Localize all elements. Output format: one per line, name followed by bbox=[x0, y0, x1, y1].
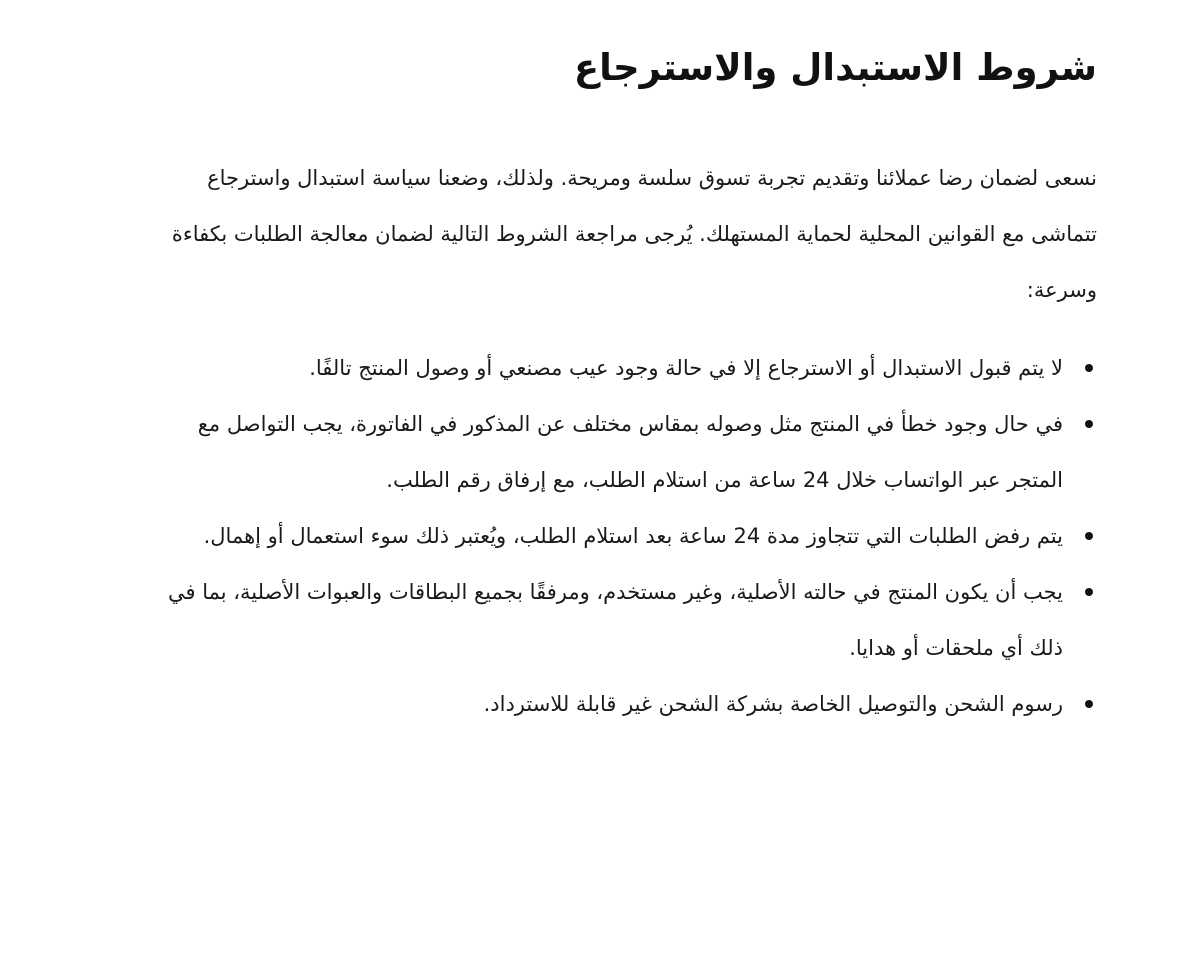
intro-paragraph: نسعى لضمان رضا عملائنا وتقديم تجربة تسوق سلسة ومريحة. ولذلك، وضعنا سياسة استبدال واسترجاع تتماشى مع القوانين المحلية لحماية المستهلك. يُرجى مراجعة الشروط التالية لضمان معالجة الطلبات بكفاءة وسرعة: bbox=[171, 166, 1097, 302]
list-item-text: يجب أن يكون المنتج في حالته الأصلية، وغير مستخدم، ومرفقًا بجميع البطاقات والعبوات الأصلية، بما في ذلك أي ملحقات أو هدايا. bbox=[167, 580, 1063, 660]
list-item bbox=[163, 564, 1063, 676]
page-title: شروط الاستبدال والاسترجاع bbox=[573, 46, 1097, 89]
list-item-text: يتم رفض الطلبات التي تتجاوز مدة 24 ساعة بعد استلام الطلب، ويُعتبر ذلك سوء استعمال أو إهمال. bbox=[203, 524, 1063, 548]
list-item bbox=[163, 508, 1063, 564]
list-item bbox=[163, 396, 1063, 508]
list-item-text: في حال وجود خطأ في المنتج مثل وصوله بمقاس مختلف عن المذكور في الفاتورة، يجب التواصل مع المتجر عبر الواتساب خلال 24 ساعة من استلام الطلب، مع إرفاق رقم الطلب. bbox=[197, 412, 1063, 492]
list-item-text: لا يتم قبول الاستبدال أو الاسترجاع إلا في حالة وجود عيب مصنعي أو وصول المنتج تالفًا. bbox=[309, 356, 1063, 380]
list-item bbox=[163, 676, 1063, 732]
terms-list bbox=[137, 340, 1097, 732]
bullet-icon bbox=[1085, 700, 1093, 708]
bullet-icon bbox=[1085, 532, 1093, 540]
bullet-icon bbox=[1085, 588, 1093, 596]
list-item-text: رسوم الشحن والتوصيل الخاصة بشركة الشحن غير قابلة للاسترداد. bbox=[483, 692, 1063, 716]
list-item bbox=[163, 340, 1063, 396]
policy-content bbox=[137, 38, 1097, 732]
bullet-icon bbox=[1085, 420, 1093, 428]
bullet-icon bbox=[1085, 364, 1093, 372]
